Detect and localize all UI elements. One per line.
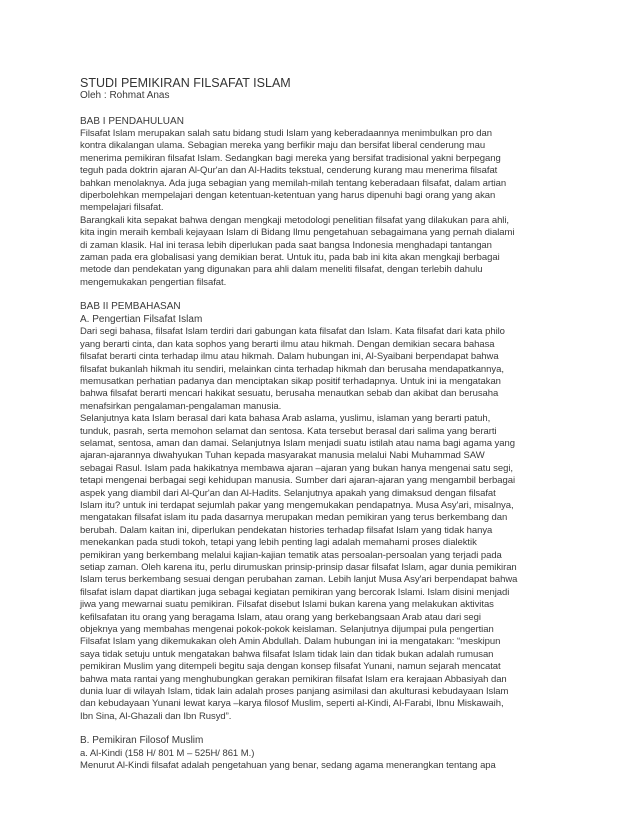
bab2-subheading-a: A. Pengertian Filsafat Islam — [80, 313, 203, 325]
bab2-paragraph-3: Menurut Al-Kindi filsafat adalah pengetahuan yang benar, sedang agama menerangkan tentang apa — [80, 760, 496, 772]
spacer — [80, 289, 608, 301]
bab2-paragraph-2: Selanjutnya kata Islam berasal dari kata bahasa Arab aslama, yuslimu, islaman yang berarti patuh, tunduk, pasrah, serta memohon selamat dan sentosa. Kata tersebut berasal dari salima yang berarti selamat, sentosa, aman dan damai. Selanjutnya Islam menjadi suatu istilah atau nama bagi agama yang ajaran-ajarannya diwahyukan Tuhan kepada masyarakat manusia melalui Nabi Muhammad SAW sebagai Rasul. Islam pada hakikatnya membawa ajaran –ajaran yang bukan hanya mengenai satu segi, tetapi mengenai berbagai segi kehidupan manusia. Sumber dari ajaran-ajaran yang mengambil berbagai aspek yang diambil dari Al-Qur'an dan Al-Hadits. Selanjutnya apakah yang dimaksud dengan filsafat Islam itu? untuk ini terdapat sejumlah pakar yang mengemukakan pendapatnya. Musa Asy'ari, misalnya, mengatakan filsafat islam itu pada dasarnya merupakan medan pemikiran yang terus berkembang dan berubah. Dalam kaitan ini, diperlukan pendekatan histories terhadap filsafat Islam yang tidak hanya menekankan pada studi tokoh, tetapi yang lebih penting lagi adalah memahami proses dialektik pemikiran yang berkembang melalui kajian-kajian tematik atas persoalan-persoalan yang terjadi pada setiap zaman. Oleh karena itu, perlu dirumuskan prinsip-prinsip dasar filsafat Islam, agar dunia pemikiran Islam terus berkembang sesuai dengan perubahan zaman. Lebih lanjut Musa Asy'ari berpendapat bahwa filsafat islam dapat diartikan juga sebagai kegiatan pemikiran yang bercorak Islami. Islam disini menjadi jiwa yang mewarnai suatu pemikiran. Filsafat disebut Islami bukan karena yang melakukan aktivitas kefilsafatan itu orang yang beragama Islam, atau orang yang berkebangsaan Arab atau dari segi objeknya yang membahas mengenai pokok-pokok keislaman. Selanjutnya dijumpai pula pengertian Filsafat Islam yang dikemukakan oleh Amin Abdullah. Dalam hubungan ini ia mengatakan: “meskipun saya tidak setuju untuk mengatakan bahwa filsafat Islam tidak lain dan tidak bukan adalah rumusan pemikiran Muslim yang ditempeli begitu saja dengan konsep filsafat Yunani, namun sejarah mencatat bahwa mata rantai yang menghubungkan gerakan pemikiran filsafat Islam era kerajaan Abbasiyah dan dunia luar di wilayah Islam, tidak lain adalah proses panjang asimilasi dan akulturasi kebudayaan Islam dan kebudayaan Yunani lewat karya –karya filosof Muslim, seperti al-Kindi, Al-Farabi, Ibnu Miskawaih, Ibn Sina, Al-Ghazali dan Ibn Rusyd”. — [80, 413, 518, 722]
bab2-paragraph-1: Dari segi bahasa, filsafat Islam terdiri dari gabungan kata filsafat dan Islam. Kata filsafat dari kata philo yang berarti cinta, dan kata sophos yang berarti ilmu atau hikmah. Dengan demikian secara bahasa filsafat berarti cinta terhadap ilmu atau hikmah. Dalam hubungan ini, Al-Syaibani berpendapat bahwa filsafat bukanlah hikmah itu sendiri, melainkan cinta terhadap hikmah dan berusaha mendapatkannya, memusatkan perhatian padanya dan menciptakan sikap positif terhadapnya. Untuk ini ia mengatakan bahwa filsafat berarti mencari hakikat sesuatu, berusaha menautkan sebab dan akibat dan berusaha menafsirkan pengalaman-pengalaman manusia. — [80, 326, 505, 412]
document-author: Oleh : Rohmat Anas — [80, 90, 170, 101]
bab2-heading: BAB II PEMBAHASAN — [80, 301, 181, 313]
spacer — [80, 723, 608, 735]
bab1-paragraph-1: Filsafat Islam merupakan salah satu bidang studi Islam yang keberadaannya menimbulkan pro dan kontra dikalangan ulama. Sebagian mereka yang berfikir maju dan bersifat liberal cenderung mau menerima pemikiran filsafat Islam. Sedangkan bagi mereka yang bersifat tradisional yakni berpegang teguh pada doktrin ajaran Al-Qur'an dan Al-Hadits tekstual, cenderung kurang mau menerima filsafat bahkan menolaknya. Ada juga sebagian yang memilah-milah tentang keberadaan filsafat, dalam artian diperbolehkan mempelajari dengan ketentuan-ketentuan yang harus dipenuhi bagi orang yang akan mempelajari filsafat. — [80, 128, 507, 214]
bab1-heading: BAB I PENDAHULUAN — [80, 115, 184, 127]
bab2-subheading-b-a: a. Al-Kindi (158 H/ 801 M – 525H/ 861 M.) — [80, 747, 255, 759]
bab1-paragraph-2: Barangkali kita sepakat bahwa dengan mengkaji metodologi penelitian filsafat yang dilakukan para ahli, kita ingin meraih kembali kejayaan Islam di Bidang Ilmu pengetahuan sebagaimana yang pernah dialami di zaman klasik. Hal ini terasa lebih diperlukan pada saat bangsa Indonesia menghadapi tantangan zaman pada era globalisasi yang demikian berat. Untuk itu, pada bab ini kita akan mengkaji berbagai metode dan pendekatan yang digunakan para ahli dalam meneliti filsafat, dengan terlebih dahulu mengemukakan pengertian filsafat. — [80, 214, 515, 288]
bab2-subheading-b: B. Pemikiran Filosof Muslim — [80, 735, 204, 747]
document-title: STUDI PEMIKIRAN FILSAFAT ISLAM — [80, 76, 291, 90]
